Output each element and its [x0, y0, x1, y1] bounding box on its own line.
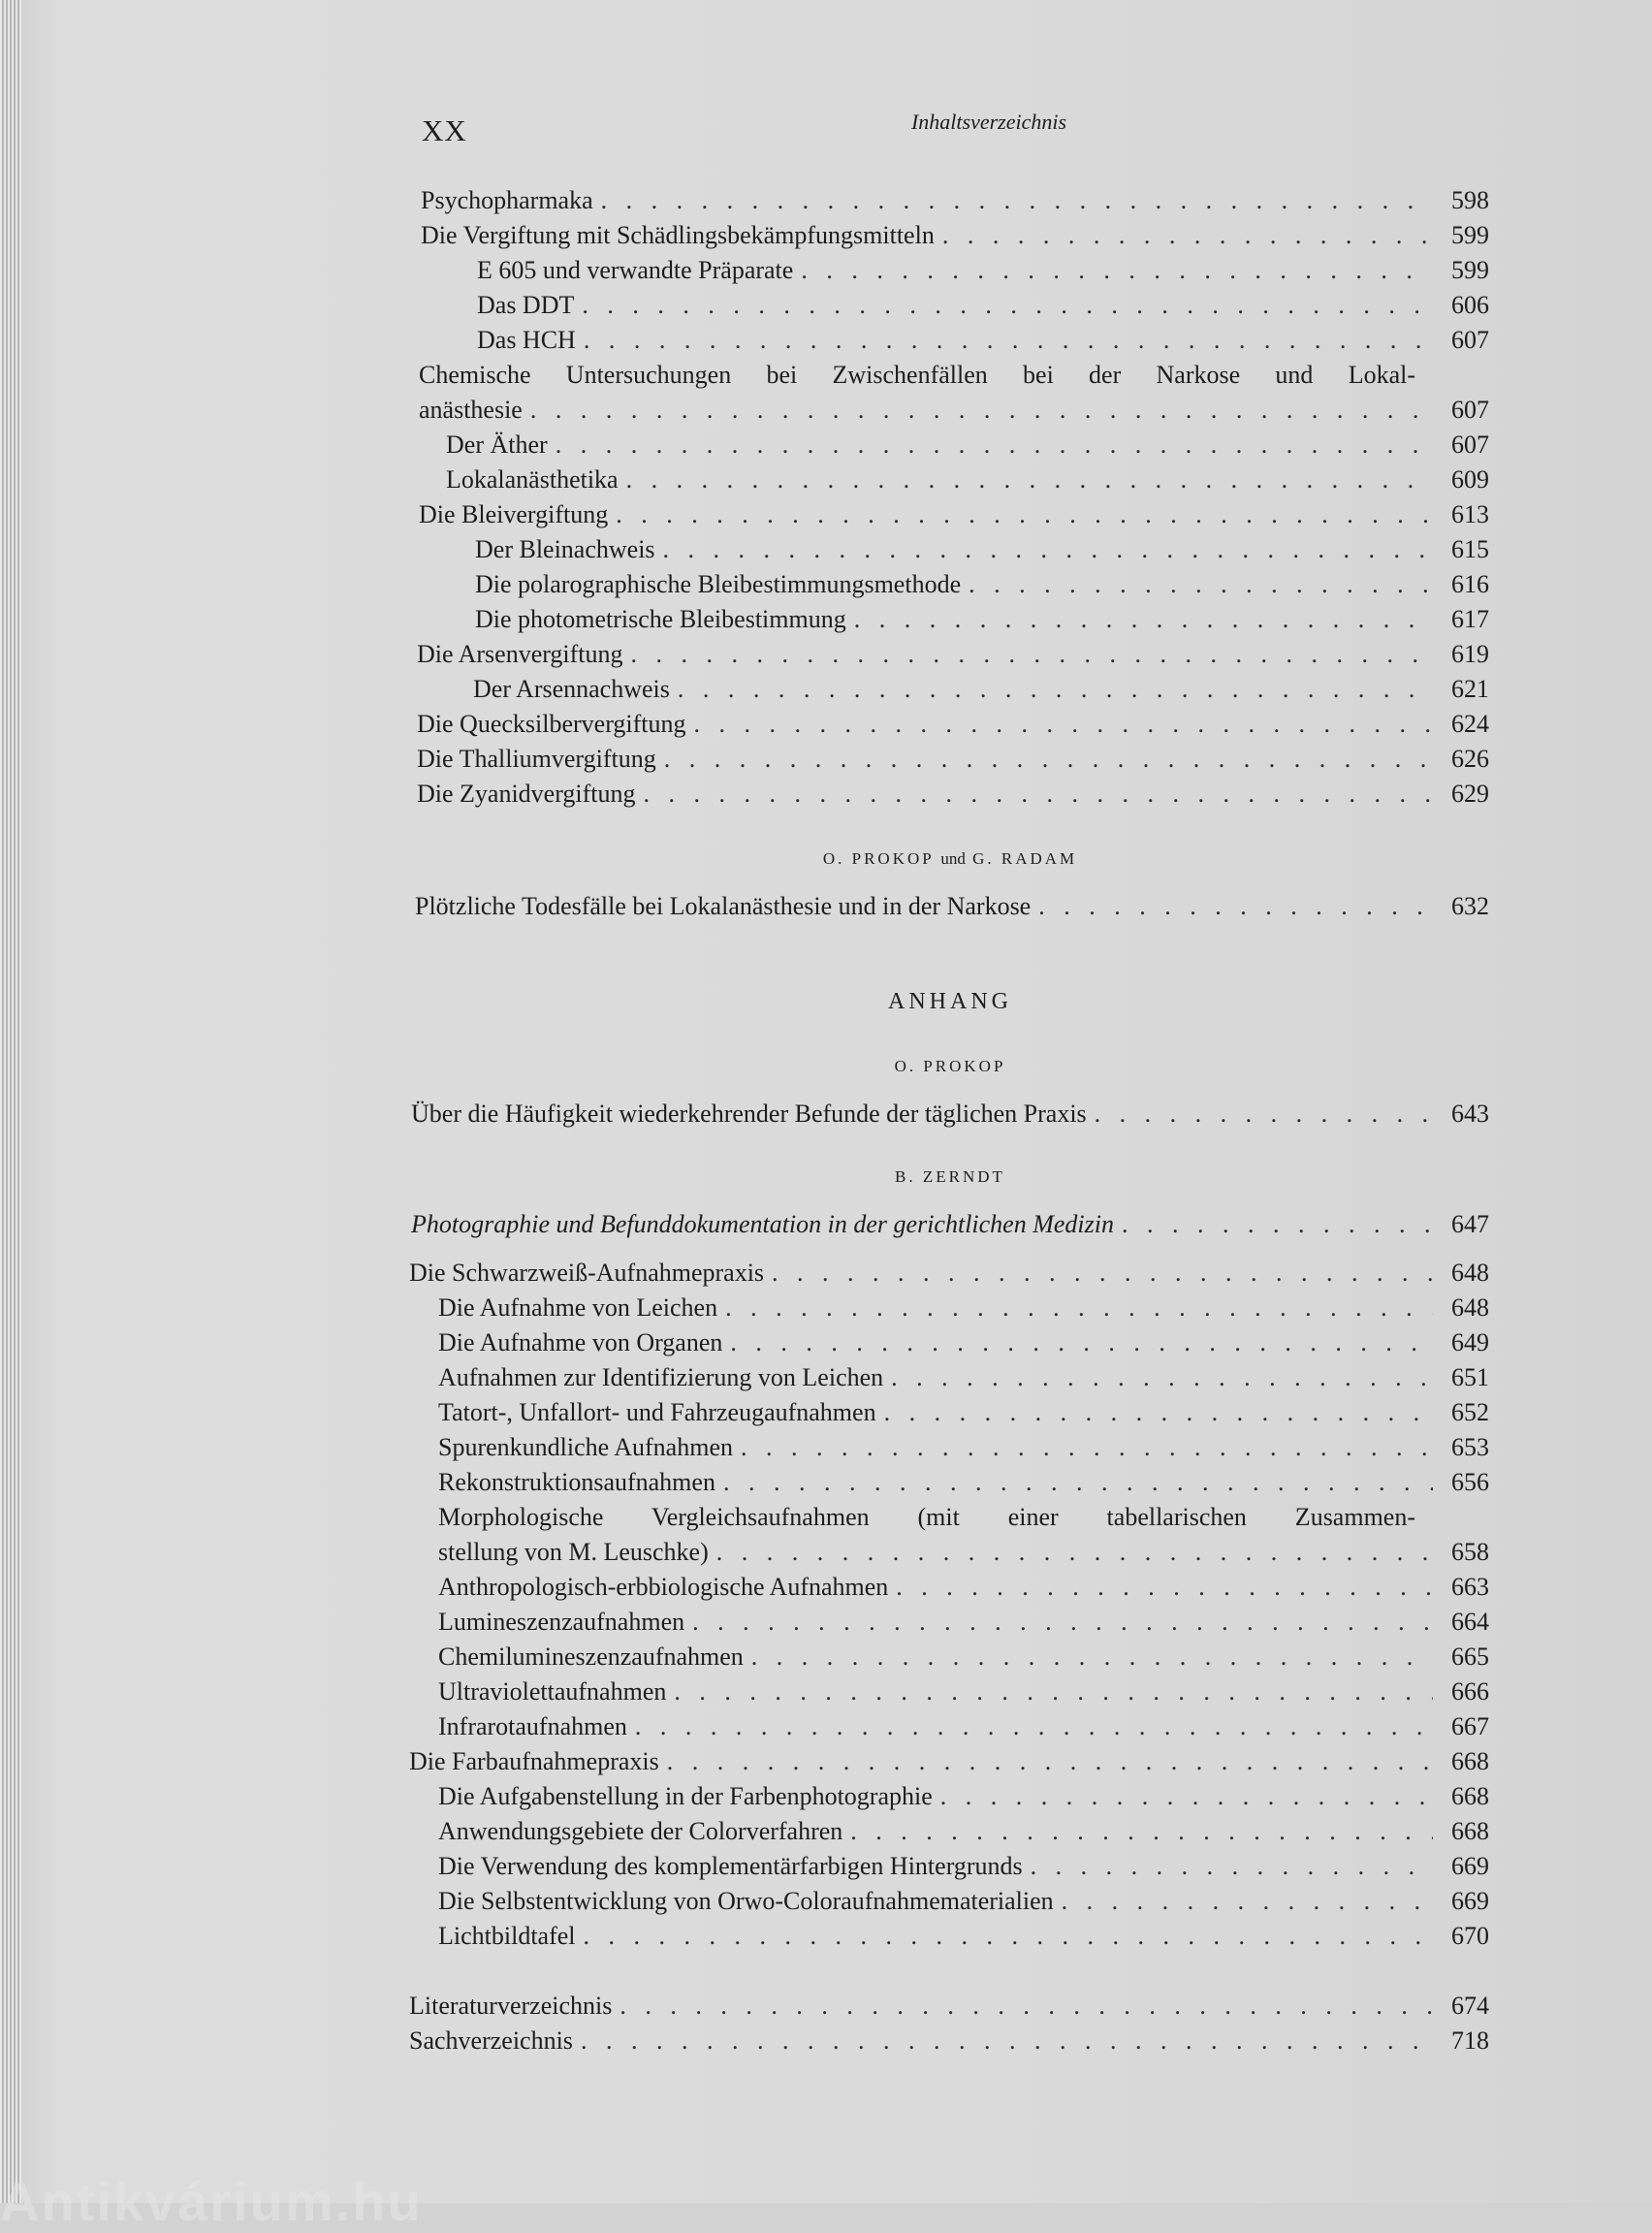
- toc-entry-page: 668: [1451, 1782, 1489, 1810]
- toc-entry-title: Die Verwendung des komplementärfarbigen Hintergrunds: [438, 1852, 1023, 1880]
- toc-entry-page: 629: [1451, 780, 1489, 808]
- toc-entry: [417, 638, 1489, 671]
- leader-dots: [723, 1466, 1433, 1499]
- toc-entry-title: Photographie und Befunddokumentation in der gerichtlichen Medizin: [411, 1210, 1114, 1238]
- toc-entry-page: 651: [1451, 1363, 1489, 1391]
- leader-dots: [582, 289, 1433, 322]
- toc-entry-title: Das DDT: [477, 291, 575, 319]
- toc-entry: [446, 429, 1489, 462]
- toc-entry: [421, 219, 1489, 252]
- toc-entry: [411, 1098, 1489, 1131]
- toc-entry: [477, 324, 1489, 357]
- toc-entry-title: Rekonstruktionsaufnahmen: [438, 1468, 715, 1496]
- toc-entry-page: 626: [1451, 745, 1489, 773]
- toc-entry-page: 632: [1451, 892, 1489, 920]
- leader-dots: [884, 1396, 1433, 1429]
- toc-entry-title: Anwendungsgebiete der Colorverfahren: [438, 1817, 843, 1845]
- toc-entry-page: 663: [1451, 1573, 1489, 1601]
- toc-entry-page: 649: [1451, 1328, 1489, 1356]
- toc-entry-page: 658: [1451, 1538, 1489, 1566]
- toc-entry-page: 619: [1451, 640, 1489, 668]
- toc-entry-title: Die Zyanidvergiftung: [417, 780, 636, 808]
- leader-dots: [667, 1745, 1433, 1778]
- author-line: B. ZERNDT: [895, 1167, 1005, 1186]
- toc-entry: [438, 1606, 1489, 1639]
- toc-entry-title: Lokalanästhetika: [446, 465, 619, 494]
- leader-dots: [678, 673, 1433, 706]
- toc-entry-title: Anthropologisch-erbbiologische Aufnahmen: [438, 1573, 889, 1601]
- page-number: XX: [422, 113, 467, 147]
- toc-entry-title: Die Selbstentwicklung von Orwo-Coloraufnahmematerialien: [438, 1887, 1054, 1915]
- toc-entry-page: 656: [1451, 1468, 1489, 1496]
- leader-dots: [1031, 1850, 1433, 1883]
- leader-dots: [725, 1292, 1433, 1324]
- toc-entry-page: 674: [1451, 1992, 1489, 2020]
- leader-dots: [1062, 1885, 1433, 1918]
- toc-entry-page: 599: [1451, 221, 1489, 249]
- watermark-logo: Antikvárium.hu: [0, 2171, 423, 2232]
- leader-dots: [1095, 1098, 1433, 1131]
- toc-entry-page: 648: [1451, 1259, 1489, 1287]
- leader-dots: [635, 1710, 1433, 1743]
- toc-entry-title: Chemilumineszenzaufnahmen: [438, 1643, 744, 1671]
- leader-dots: [801, 254, 1433, 287]
- toc-entry-page: 599: [1451, 256, 1489, 284]
- toc-entry: [417, 743, 1489, 776]
- leader-dots: [694, 708, 1434, 741]
- leader-dots: [1122, 1208, 1433, 1241]
- toc-entry: [438, 1675, 1489, 1708]
- toc-entry-page: 666: [1451, 1677, 1489, 1706]
- leader-dots: [896, 1571, 1433, 1604]
- toc-entry-title: Die Arsenvergiftung: [417, 640, 623, 668]
- toc-entry-page: 598: [1451, 186, 1489, 214]
- running-title: Inhaltsverzeichnis: [910, 110, 1067, 134]
- leader-dots: [584, 324, 1433, 357]
- leader-dots: [644, 778, 1433, 811]
- leader-dots: [631, 638, 1433, 671]
- leader-dots: [772, 1257, 1433, 1290]
- toc-entry: [421, 184, 1489, 217]
- leader-dots: [942, 219, 1433, 252]
- toc-entry-page: 647: [1451, 1210, 1489, 1238]
- toc-entry-page: 615: [1451, 535, 1489, 563]
- toc-entry-title: Infrarotaufnahmen: [438, 1712, 627, 1740]
- toc-entry-title: Die Bleivergiftung: [419, 500, 609, 528]
- leader-dots: [581, 2025, 1433, 2058]
- toc-entry: [475, 568, 1489, 601]
- leader-dots: [601, 184, 1433, 217]
- toc-entry-title: anästhesie: [419, 396, 523, 424]
- toc-entry-page: 624: [1451, 710, 1489, 738]
- leader-dots: [620, 1990, 1433, 2023]
- toc-entry-title: Ultraviolettaufnahmen: [438, 1677, 667, 1706]
- toc-entry-page: 652: [1451, 1398, 1489, 1426]
- leader-dots: [626, 463, 1433, 496]
- toc-entry-title: Über die Häufigkeit wiederkehrender Befunde der täglichen Praxis: [411, 1100, 1087, 1128]
- leader-dots: [663, 533, 1433, 566]
- toc-entry: [438, 1641, 1489, 1674]
- leader-dots: [741, 1431, 1433, 1464]
- toc-entry: [438, 1292, 1489, 1324]
- leader-dots: [940, 1780, 1433, 1813]
- toc-entry-page: 668: [1451, 1817, 1489, 1845]
- author-join: und: [940, 849, 966, 868]
- author-line: O. PROKOP: [894, 1057, 1006, 1075]
- toc-entry: [409, 1745, 1489, 1778]
- toc-entry: [438, 1850, 1489, 1883]
- toc-entry-page: 643: [1451, 1100, 1489, 1128]
- toc-entry-page: 621: [1451, 675, 1489, 703]
- toc-entry-title: Die Vergiftung mit Schädlingsbekämpfungsmitteln: [421, 221, 935, 249]
- toc-entry: [417, 708, 1489, 741]
- toc-entry: [409, 1257, 1489, 1290]
- toc-entry: [409, 1990, 1489, 2023]
- toc-entry: [438, 1780, 1489, 1813]
- toc-entry-page: 668: [1451, 1747, 1489, 1775]
- leader-dots: [730, 1326, 1433, 1359]
- toc-entry-title: Die Aufnahme von Leichen: [438, 1293, 718, 1322]
- toc-entry-title: Der Bleinachweis: [475, 535, 655, 563]
- leader-dots: [1038, 890, 1433, 923]
- appendix-heading: ANHANG: [888, 989, 1012, 1014]
- toc-entry-page: 607: [1451, 326, 1489, 354]
- toc-entry-page: 665: [1451, 1643, 1489, 1671]
- author-line: [407, 849, 1493, 869]
- toc-entry: [475, 603, 1489, 636]
- toc-entry-title: Die Farbaufnahmepraxis: [409, 1747, 659, 1775]
- toc-entry-title: Die photometrische Bleibestimmung: [475, 605, 846, 633]
- toc-entry: [438, 1536, 1489, 1569]
- toc-entry-title: E 605 und verwandte Präparate: [477, 256, 794, 284]
- toc-entry: [438, 1815, 1489, 1848]
- toc-entry-page: 648: [1451, 1293, 1489, 1322]
- toc-entry: [411, 1208, 1489, 1241]
- leader-dots: [530, 394, 1433, 427]
- leader-dots: [664, 743, 1433, 776]
- toc-entry: [419, 498, 1489, 531]
- toc-entry: [446, 463, 1489, 496]
- toc-entry-title: Tatort-, Unfallort- und Fahrzeugaufnahmen: [438, 1398, 876, 1426]
- toc-entry-title: Der Äther: [446, 431, 548, 459]
- toc-entry: [477, 254, 1489, 287]
- toc-entry-title: Lumineszenzaufnahmen: [438, 1608, 685, 1636]
- toc-entry-page: 617: [1451, 605, 1489, 633]
- toc-entry-title: Die Aufnahme von Organen: [438, 1328, 723, 1356]
- leader-dots: [716, 1536, 1433, 1569]
- author-name: G. RADAM: [972, 849, 1078, 868]
- toc-entry-title: Die Quecksilbervergiftung: [417, 710, 686, 738]
- leader-dots: [692, 1606, 1433, 1639]
- author-name: O. PROKOP: [822, 849, 935, 868]
- toc-entry: [438, 1326, 1489, 1359]
- toc-entry: [415, 890, 1489, 923]
- leader-dots: [891, 1361, 1433, 1394]
- toc-entry: [438, 1361, 1489, 1394]
- toc-entry-page: 664: [1451, 1608, 1489, 1636]
- toc-entry-title: Psychopharmaka: [421, 186, 593, 214]
- leader-dots: [850, 1815, 1433, 1848]
- toc-entry-title: Die polarographische Bleibestimmungsmethode: [475, 570, 962, 598]
- toc-entry: [473, 673, 1489, 706]
- toc-entry-page: 667: [1451, 1712, 1489, 1740]
- leader-dots: [556, 429, 1433, 462]
- toc-entry: [417, 778, 1489, 811]
- toc-entry-page: 669: [1451, 1887, 1489, 1915]
- toc-entry-title: Die Thalliumvergiftung: [417, 745, 656, 773]
- leader-dots: [674, 1675, 1433, 1708]
- toc-entry-page: 670: [1451, 1922, 1489, 1950]
- toc-entry: [438, 1885, 1489, 1918]
- toc-entry-page: 607: [1451, 431, 1489, 459]
- toc-entry: [438, 1431, 1489, 1464]
- leader-dots: [969, 568, 1433, 601]
- toc-entry: [438, 1571, 1489, 1604]
- leader-dots: [751, 1641, 1433, 1674]
- toc-entry-title: stellung von M. Leuschke): [438, 1538, 709, 1566]
- leader-dots: [616, 498, 1433, 531]
- toc-entry: [409, 2025, 1489, 2058]
- toc-entry-title: Die Schwarzweiß-Aufnahmepraxis: [409, 1259, 765, 1287]
- toc-entry: [475, 533, 1489, 566]
- toc-entry: [477, 289, 1489, 322]
- leader-dots: [854, 603, 1433, 636]
- toc-entry-page: 606: [1451, 291, 1489, 319]
- toc-entry-title: Spurenkundliche Aufnahmen: [438, 1433, 733, 1461]
- leader-dots: [584, 1920, 1433, 1953]
- toc-entry: [419, 394, 1489, 427]
- toc-entry: [438, 1710, 1489, 1743]
- toc-entry-title: Der Arsennachweis: [473, 675, 670, 703]
- toc-entry-title: Das HCH: [477, 326, 576, 354]
- toc-entry-page: 609: [1451, 465, 1489, 494]
- toc-entry-line: Morphologische Vergleichsaufnahmen (mit einer tabellarischen Zusammen-: [438, 1503, 1415, 1531]
- toc-entry-page: 613: [1451, 500, 1489, 528]
- toc-entry-title: Lichtbildtafel: [438, 1922, 576, 1950]
- toc-entry-title: Plötzliche Todesfälle bei Lokalanästhesie und in der Narkose: [415, 892, 1032, 920]
- toc-entry-page: 616: [1451, 570, 1489, 598]
- toc-entry-title: Sachverzeichnis: [409, 2026, 573, 2055]
- toc-entry: [438, 1920, 1489, 1953]
- toc-entry-page: 653: [1451, 1433, 1489, 1461]
- toc-entry-title: Literaturverzeichnis: [409, 1992, 613, 2020]
- toc-entry-title: Aufnahmen zur Identifizierung von Leichen: [438, 1363, 884, 1391]
- toc-entry: [438, 1396, 1489, 1429]
- toc-entry-page: 607: [1451, 396, 1489, 424]
- toc-entry-title: Die Aufgabenstellung in der Farbenphotographie: [438, 1782, 933, 1810]
- toc-entry-page: 718: [1451, 2026, 1489, 2055]
- toc-entry-page: 669: [1451, 1852, 1489, 1880]
- toc-entry: [438, 1466, 1489, 1499]
- toc-entry-line: Chemische Untersuchungen bei Zwischenfällen bei der Narkose und Lokal-: [419, 361, 1415, 389]
